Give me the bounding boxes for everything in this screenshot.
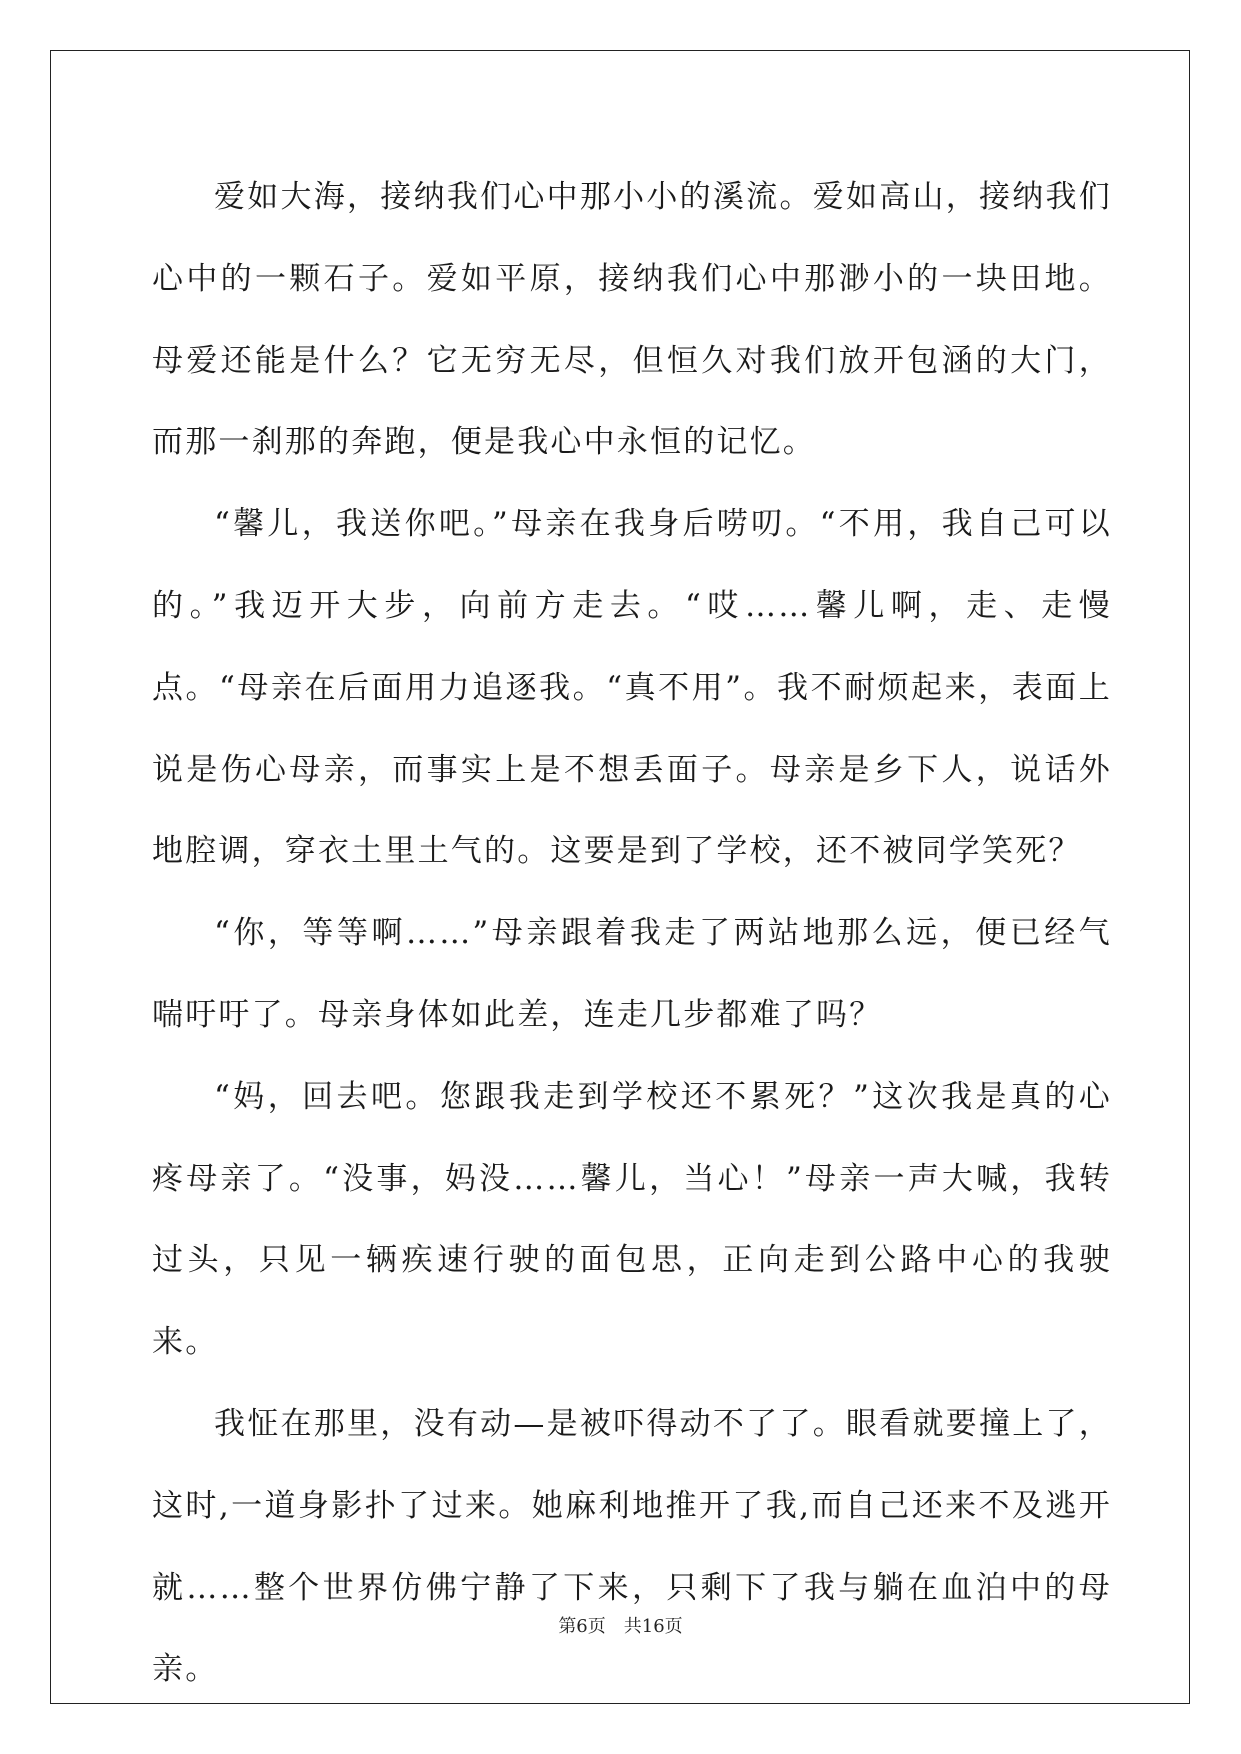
document-body — [152, 157, 1112, 1711]
paragraph: “妈，回去吧。您跟我走到学校还不累死？”这次我是真的心疼母亲了。“没事，妈没……馨儿，当心！”母亲一声大喊，我转过头，只见一辆疾速行驶的面包思，正向走到公路中心的我驶来。 — [152, 1078, 1112, 1361]
paragraph: 我怔在那里，没有动—是被吓得动不了了。眼看就要撞上了，这时,一道身影扑了过来。她麻利地推开了我,而自己还来不及逃开就……整个世界仿佛宁静了下来，只剩下了我与躺在血泊中的母亲。 — [152, 1405, 1112, 1688]
page-number-footer: 第6页 共16页 — [558, 1616, 683, 1637]
paragraph: 爱如大海，接纳我们心中那小小的溪流。爱如高山，接纳我们心中的一颗石子。爱如平原，接纳我们心中那渺小的一块田地。母爱还能是什么？它无穷无尽，但恒久对我们放开包涵的大门，而那一刹那的奔跑，便是我心中永恒的记忆。 — [152, 179, 1112, 461]
paragraph: “馨儿，我送你吧。”母亲在我身后唠叨。“不用，我自己可以的。”我迈开大步，向前方走去。“哎……馨儿啊，走、走慢点。“母亲在后面用力追逐我。“真不用”。我不耐烦起来，表面上说是伤心母亲，而事实上是不想丢面子。母亲是乡下人，说话外地腔调，穿衣土里土气的。这要是到了学校，还不被同学笑死？ — [152, 506, 1112, 870]
paragraph: “你，等等啊……”母亲跟着我走了两站地那么远，便已经气喘吁吁了。母亲身体如此差，连走几步都难了吗？ — [152, 915, 1112, 1033]
